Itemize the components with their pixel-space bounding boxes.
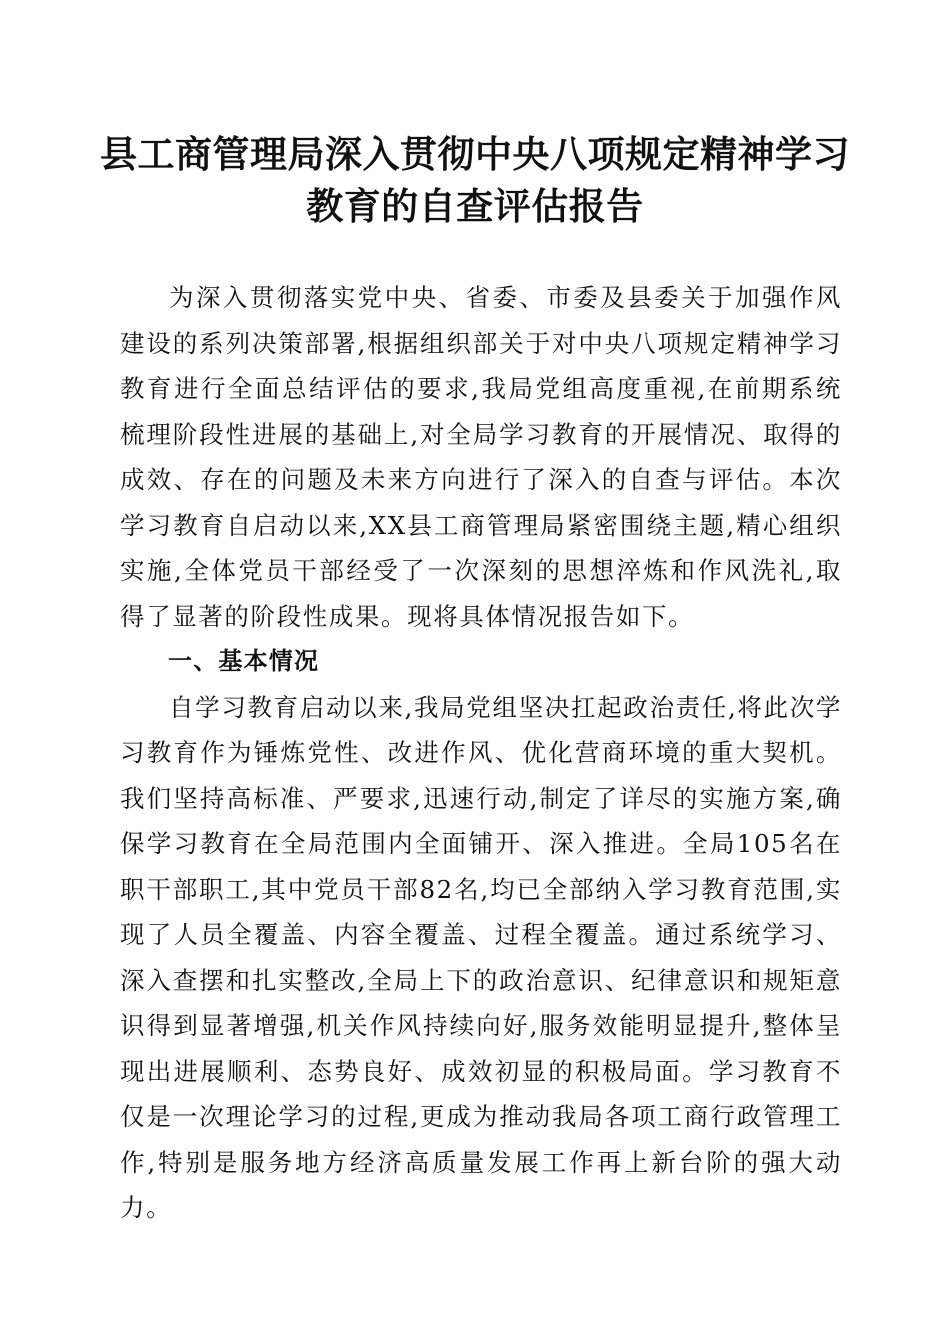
title-line-1: 县工商管理局深入贯彻中央八项规定精神学习 xyxy=(100,132,850,176)
intro-paragraph: 为深入贯彻落实党中央、省委、市委及县委关于加强作风建设的系列决策部署,根据组织部关于对中央八项规定精神学习教育进行全面总结评估的要求,我局党组高度重视,在前期系统梳理阶段性进展的基础上,对全局学习教育的开展情况、取得的成效、存在的问题及未来方向进行了深入的自查与评估。本次学习教育自启动以来,XX县工商管理局紧密围绕主题,精心组织实施,全体党员干部经受了一次深刻的思想淬炼和作风洗礼,取得了显著的阶段性成果。现将具体情况报告如下。 xyxy=(120,283,842,631)
document-title xyxy=(100,128,850,232)
document-body xyxy=(120,275,842,1231)
title-line-2: 教育的自查评估报告 xyxy=(306,184,644,228)
section-heading-basic-situation: 一、基本情况 xyxy=(168,647,320,675)
section-1-paragraph: 自学习教育启动以来,我局党组坚决扛起政治责任,将此次学习教育作为锤炼党性、改进作风、优化营商环境的重大契机。我们坚持高标准、严要求,迅速行动,制定了详尽的实施方案,确保学习教育在全局范围内全面铺开、深入推进。全局105名在职干部职工,其中党员干部82名,均已全部纳入学习教育范围,实现了人员全覆盖、内容全覆盖、过程全覆盖。通过系统学习、深入查摆和扎实整改,全局上下的政治意识、纪律意识和规矩意识得到显著增强,机关作风持续向好,服务效能明显提升,整体呈现出进展顺利、态势良好、成效初显的积极局面。学习教育不仅是一次理论学习的过程,更成为推动我局各项工商行政管理工作,特别是服务地方经济高质量发展工作再上新台阶的强大动力。 xyxy=(120,692,842,1222)
